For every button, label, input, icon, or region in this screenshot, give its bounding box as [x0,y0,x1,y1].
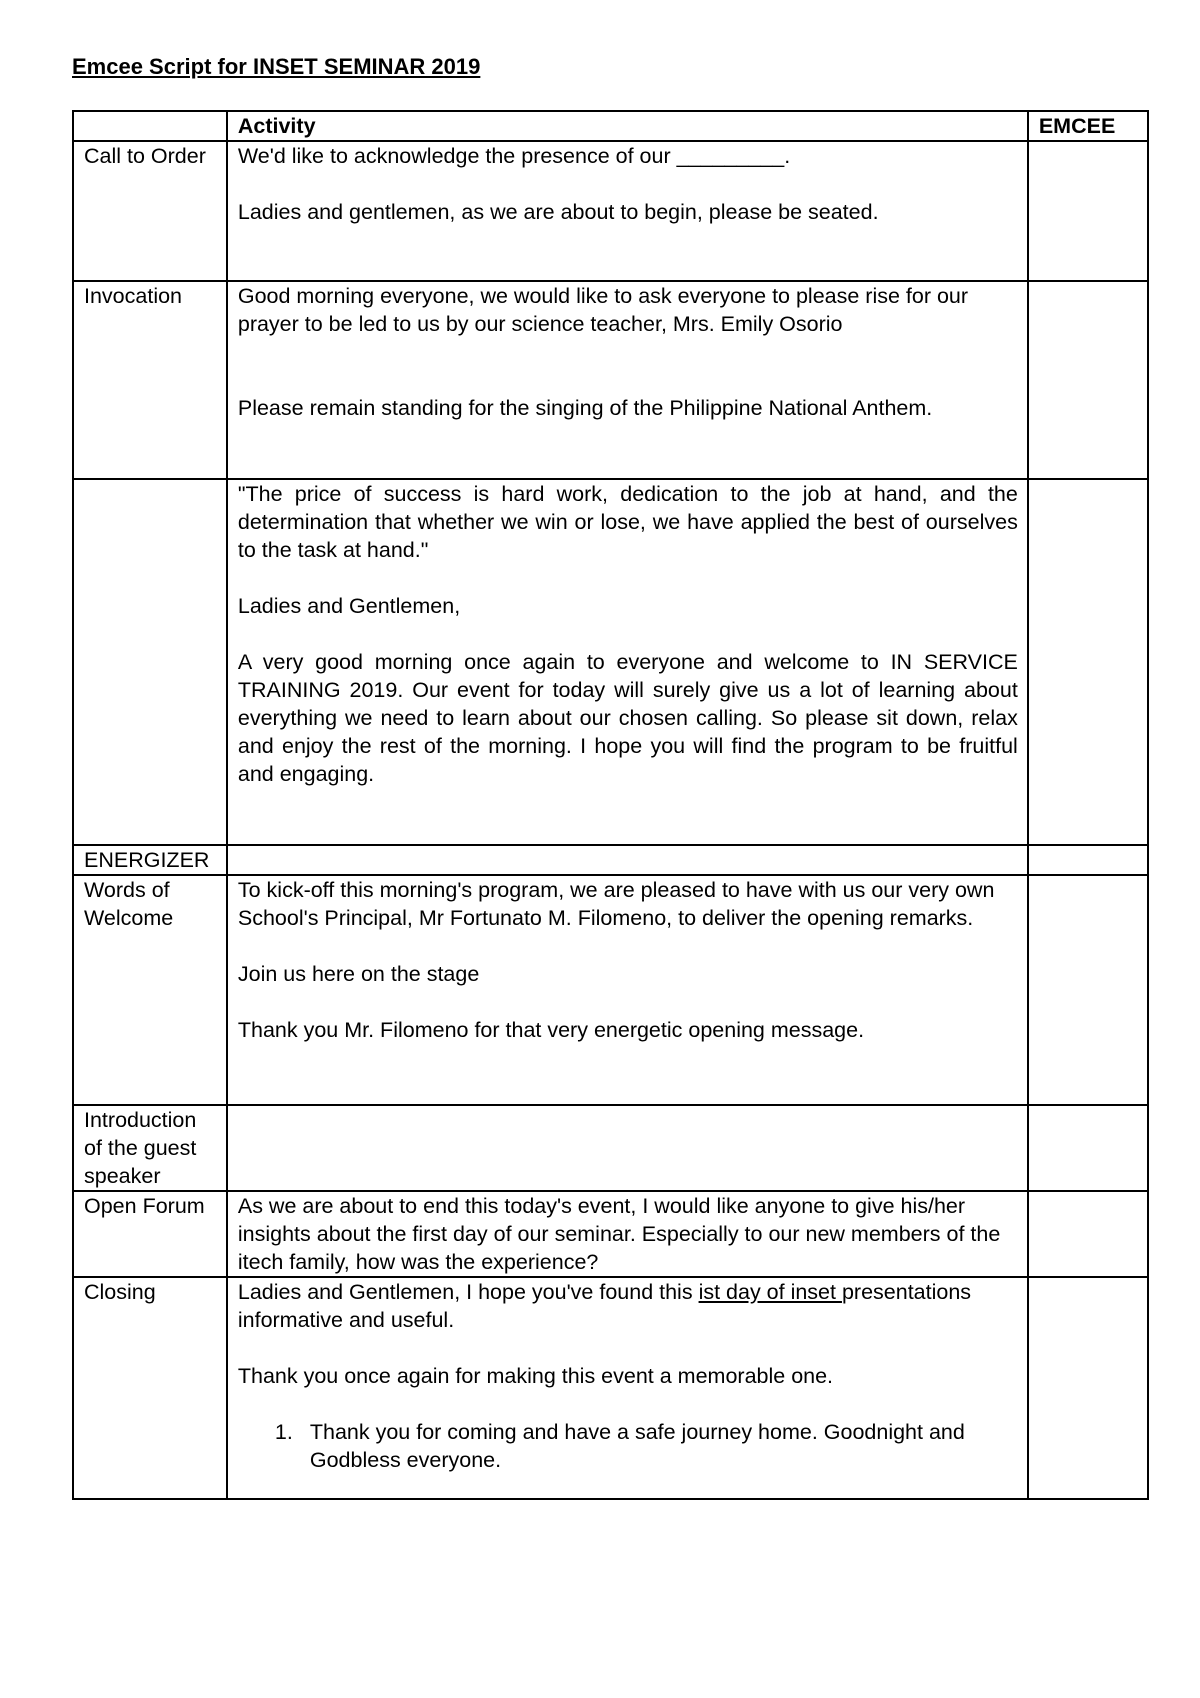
table-header-row [73,111,1148,141]
closing-underlined-text: ist day of inset [698,1280,842,1304]
activity-cell [227,479,1028,845]
table-row-invocation [73,281,1148,479]
table-row-open-forum [73,1191,1148,1277]
list-item-text: Thank you for coming and have a safe journey home. Goodnight and Godbless everyone. [309,1420,965,1472]
emcee-cell [1028,875,1148,1105]
activity-cell [227,845,1028,875]
part-cell [73,479,227,845]
activity-cell [227,1191,1028,1277]
table-row-call-to-order [73,141,1148,281]
emcee-cell [1028,479,1148,845]
header-emcee-cell: EMCEE [1028,111,1148,141]
activity-cell [227,1105,1028,1191]
activity-paragraph: To kick-off this morning's program, we are pleased to have with us our very own School's Principal, Mr Fortunato M. Filomeno, to deliver the opening remarks. [237,878,995,930]
part-cell: Closing [73,1277,227,1499]
emcee-cell [1028,141,1148,281]
part-cell: Introduction of the guest speaker [73,1105,227,1191]
table-row-words-of-welcome [73,875,1148,1105]
table-row-closing [73,1277,1148,1499]
document-title: Emcee Script for INSET SEMINAR 2019 [72,54,481,79]
table-row-introduction [73,1105,1148,1191]
activity-paragraph: Thank you once again for making this event a memorable one. [237,1364,834,1388]
activity-paragraph: Good morning everyone, we would like to ask everyone to please rise for our prayer to be led to us by our science teacher, Mrs. Emily Osorio [237,284,969,336]
emcee-cell [1028,1191,1148,1277]
greeting-paragraph: Ladies and Gentlemen, [237,594,461,618]
emcee-cell [1028,1105,1148,1191]
activity-paragraph: Ladies and gentlemen, as we are about to begin, please be seated. [237,200,879,224]
quote-paragraph: "The price of success is hard work, dedication to the job at hand, and the determination that whether we win or lose, we have applied the best of ourselves to the task at hand." [237,482,1018,562]
emcee-cell [1028,281,1148,479]
activity-paragraph [238,1278,1018,1334]
list-number: 1. [274,1420,293,1444]
activity-cell [227,1277,1028,1499]
activity-paragraph: Please remain standing for the singing of the Philippine National Anthem. [237,396,933,420]
part-cell: ENERGIZER [73,845,227,875]
emcee-cell [1028,845,1148,875]
activity-paragraph: Thank you Mr. Filomeno for that very energetic opening message. [237,1018,865,1042]
emcee-script-table [72,110,1149,1500]
activity-paragraph: Join us here on the stage [237,962,480,986]
part-cell: Words of Welcome [73,875,227,1105]
closing-text-end: presentations informative and useful. [237,1280,972,1332]
welcome-paragraph: A very good morning once again to everyone and welcome to IN SERVICE TRAINING 2019. Our event for today will surely give us a lot of learning about everything we need to learn about our chosen calling. So please sit down, relax and enjoy the rest of the morning. I hope you will find the program to be fruitful and engaging. [237,650,1018,786]
part-cell: Invocation [73,281,227,479]
part-cell: Call to Order [73,141,227,281]
emcee-cell [1028,1277,1148,1499]
table-row-opening-quote [73,479,1148,845]
activity-cell [227,141,1028,281]
table-row-energizer [73,845,1148,875]
activity-paragraph: As we are about to end this today's event, I would like anyone to give his/her insights about the first day of our seminar. Especially to our new members of the itech family, how was the experience? [237,1194,1001,1274]
numbered-list-item [238,1418,1018,1474]
header-activity-cell: Activity [227,111,1028,141]
activity-cell [227,875,1028,1105]
activity-paragraph: We'd like to acknowledge the presence of our _________. [237,144,791,168]
header-part-cell [73,111,227,141]
activity-cell [227,281,1028,479]
part-cell: Open Forum [73,1191,227,1277]
closing-text-start: Ladies and Gentlemen, I hope you've found this [237,1280,699,1304]
